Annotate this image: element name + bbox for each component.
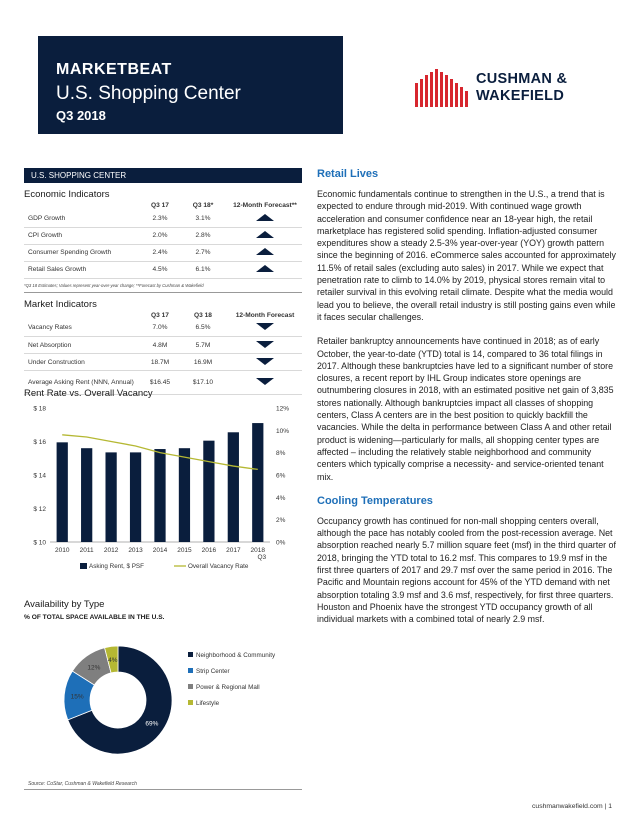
row-label: Average Asking Rent (NNN, Annual) xyxy=(24,371,142,395)
row-value: 2.0% xyxy=(142,227,178,244)
y-left-tick-label: $ 12 xyxy=(33,506,46,513)
bar xyxy=(105,452,116,542)
legend-label: Strip Center xyxy=(196,668,230,675)
x-tick-label: 2016 xyxy=(201,547,217,554)
row-value: 4.8M xyxy=(142,337,178,354)
availability-donut-chart xyxy=(24,630,302,775)
table-row xyxy=(24,227,302,244)
report-quarter: Q3 2018 xyxy=(56,108,106,123)
section-bar: U.S. SHOPPING CENTER xyxy=(24,168,302,183)
slice-label: 69% xyxy=(145,720,159,728)
economic-indicators-table xyxy=(24,200,302,279)
x-tick-label: 2018 xyxy=(250,547,266,554)
bar xyxy=(252,423,263,542)
y-right-tick-label: 0% xyxy=(276,539,286,547)
col-header: Q3 17 xyxy=(151,311,169,319)
row-label: Under Construction xyxy=(24,354,142,371)
left-column xyxy=(24,168,302,395)
arrow-down-icon xyxy=(256,378,274,385)
row-value: $16.45 xyxy=(142,371,178,395)
legend-swatch xyxy=(188,684,193,689)
report-series: MARKETBEAT xyxy=(56,61,172,78)
row-value: 6.1% xyxy=(178,261,228,278)
table-header-row xyxy=(24,200,302,210)
paragraph-2: Retailer bankruptcy announcements have continued in 2018; as of early October, the year-to-date (YTD) total is 14, compared to 36 total filings in 2017. Although these bankruptcies have led to a significant number of store closures, a recent report by IHL Group indicates store openings are outnumbering closures in 2018, with an estimated positive net gain of 3,835 stores nationally. Although bankruptcies impact all classes of shopping centers, Class A centers are in the best position to quickly backfill the vacancies. While the delta in performance between Class A and other retail product is widening—particularly for malls, all shopping center types are affected – including the relatively stable neighborhood and community centers which typically comprise a necessity- and service-oriented tenant mix. xyxy=(317,336,614,482)
x-tick-label: 2017 xyxy=(226,547,241,554)
x-tick-label: 2013 xyxy=(128,547,143,554)
heading-retail-lives: Retail Lives xyxy=(317,168,379,180)
bar xyxy=(179,448,190,542)
row-value: 6.5% xyxy=(178,320,228,337)
paragraph-1: Economic fundamentals continue to strengthen in the U.S., a trend that is expected to endure through mid-2019. With continued wage growth acceleration and consumer confidence near an 18-year high, the retail marketplace has registered solid spending. Inflation-adjusted consumer expenditures show a steady 2.5-3% year-over-year (YOY) growth pattern since the beginning of 2016. eCommerce sales accounted for approximately 11.5% of retail sales (excluding auto sales) in 2017. While we expect that penetration rate to climb to 14.0% by 2019, physical stores remain vital to retailer survival in this evolving retail climate. Despite what the media would lead you to believe, the overall retail industry is still posting gains even while it faces secular challenges. xyxy=(317,189,616,322)
x-tick-label: 2014 xyxy=(152,547,168,554)
table-row xyxy=(24,210,302,227)
x-tick-label: 2012 xyxy=(103,547,119,554)
y-left-tick-label: $ 16 xyxy=(33,439,46,446)
market-indicators-table xyxy=(24,310,302,396)
table-header-row xyxy=(24,310,302,320)
table-row xyxy=(24,261,302,278)
row-value: 18.7M xyxy=(142,354,178,371)
legend-label: Asking Rent, $ PSF xyxy=(89,563,144,570)
row-value: $17.10 xyxy=(178,371,228,395)
col-header: 12-Month Forecast xyxy=(235,311,295,319)
legend-swatch xyxy=(188,668,193,673)
y-left-tick-label: $ 10 xyxy=(33,539,46,547)
slice-label: 4% xyxy=(108,656,118,664)
table-row xyxy=(24,354,302,371)
table-row xyxy=(24,320,302,337)
report-title: U.S. Shopping Center xyxy=(56,83,241,104)
bar xyxy=(228,432,239,542)
slice-label: 15% xyxy=(70,693,84,701)
y-right-tick-label: 8% xyxy=(276,450,286,458)
table-row xyxy=(24,337,302,354)
row-label: Net Absorption xyxy=(24,337,142,354)
availability-chart-block xyxy=(24,630,302,775)
y-left-tick-label: $ 18 xyxy=(33,405,46,413)
arrow-up-icon xyxy=(256,265,274,272)
y-right-tick-label: 4% xyxy=(276,494,286,502)
availability-subtitle: % OF TOTAL SPACE AVAILABLE IN THE U.S. xyxy=(24,614,165,621)
row-label: CPI Growth xyxy=(24,227,142,244)
bar xyxy=(154,449,165,542)
divider xyxy=(24,789,302,790)
col-header: Q3 17 xyxy=(151,202,169,209)
x-tick-label: Q3 xyxy=(257,554,267,561)
row-label: GDP Growth xyxy=(24,210,142,227)
row-value: 2.7% xyxy=(178,244,228,261)
slice-label: 12% xyxy=(87,664,101,672)
y-right-tick-label: 6% xyxy=(276,472,286,480)
row-value: 7.0% xyxy=(142,320,178,337)
legend-label: Neighborhood & Community xyxy=(196,652,276,659)
economic-indicators-title: Economic Indicators xyxy=(24,189,110,200)
logo-line-1: CUSHMAN & xyxy=(476,71,568,87)
arrow-down-icon xyxy=(256,341,274,348)
arrow-up-icon xyxy=(256,214,274,221)
arrow-down-icon xyxy=(256,323,274,330)
cushman-wakefield-logo-icon xyxy=(415,69,471,107)
bar xyxy=(203,441,214,542)
row-label: Vacancy Rates xyxy=(24,320,142,337)
row-value: 2.4% xyxy=(142,244,178,261)
x-tick-label: 2011 xyxy=(79,547,94,554)
source-note: Source: CoStar, Cushman & Wakefield Research xyxy=(28,781,137,787)
market-indicators-title: Market Indicators xyxy=(24,298,97,310)
col-header: 12-Month Forecast** xyxy=(233,202,297,209)
row-value: 3.1% xyxy=(178,210,228,227)
paragraph-3: Occupancy growth has continued for non-mall shopping centers overall, although the pace has notably cooled from the post-recession average. Net absorption reached nearly 5.7 million square feet (msf) in the third quarter of 2018, bringing the YTD total to 16.2 msf. This compares to 19.9 msf in the first three quarters of 2017 and 29.7 msf over the same period in 2016. The Pacific and Mountain regions account for 45% of the YTD demand with net absorption totaling 3.9 msf and 3.6 msf, respectively, for first three quarters. Houston and Phoenix have the strongest YTD occupancy growth of all individual markets with a combined total of nearly 2.9 msf. xyxy=(317,515,616,625)
arrow-down-icon xyxy=(256,358,274,365)
bar xyxy=(57,442,68,542)
rent-vacancy-chart xyxy=(24,402,302,574)
heading-cooling-temperatures: Cooling Temperatures xyxy=(317,494,433,507)
y-left-tick-label: $ 14 xyxy=(33,472,46,480)
economic-footnote: *Q3 18 Estimates; Values represent year-over-year change; **Forecast by Cushman & Wakefield xyxy=(24,283,302,293)
right-column xyxy=(317,168,617,638)
row-label: Consumer Spending Growth xyxy=(24,244,142,261)
arrow-up-icon xyxy=(256,248,274,255)
x-tick-label: 2010 xyxy=(54,547,70,554)
arrow-up-icon xyxy=(256,231,274,238)
row-value: 4.5% xyxy=(142,261,178,278)
legend-swatch xyxy=(188,700,193,705)
bar xyxy=(81,448,92,542)
logo-wordmark xyxy=(476,71,567,105)
rent-vacancy-chart-block xyxy=(24,388,302,574)
table-row xyxy=(24,244,302,261)
row-value: 2.8% xyxy=(178,227,228,244)
legend-label: Overall Vacancy Rate xyxy=(188,563,249,570)
legend-label: Power & Regional Mall xyxy=(196,684,260,691)
row-value: 5.7M xyxy=(178,337,228,354)
legend-label: Lifestyle xyxy=(196,700,220,707)
page-footer: cushmanwakefield.com | 1 xyxy=(532,803,612,810)
page-header xyxy=(0,0,638,152)
row-value: 16.9M xyxy=(178,354,228,371)
row-value: 2.3% xyxy=(142,210,178,227)
chart-title: Rent Rate vs. Overall Vacancy xyxy=(24,388,153,399)
y-right-tick-label: 2% xyxy=(276,517,286,525)
legend-swatch-bar xyxy=(80,563,87,569)
col-header: Q3 18* xyxy=(192,202,214,209)
logo-line-2: WAKEFIELD xyxy=(476,88,565,104)
x-tick-label: 2015 xyxy=(177,547,192,554)
bar xyxy=(130,452,141,542)
y-right-tick-label: 12% xyxy=(276,405,290,413)
legend-swatch xyxy=(188,652,193,657)
availability-title: Availability by Type xyxy=(24,599,105,610)
y-right-tick-label: 10% xyxy=(276,427,290,435)
col-header: Q3 18 xyxy=(194,311,212,319)
row-label: Retail Sales Growth xyxy=(24,261,142,278)
